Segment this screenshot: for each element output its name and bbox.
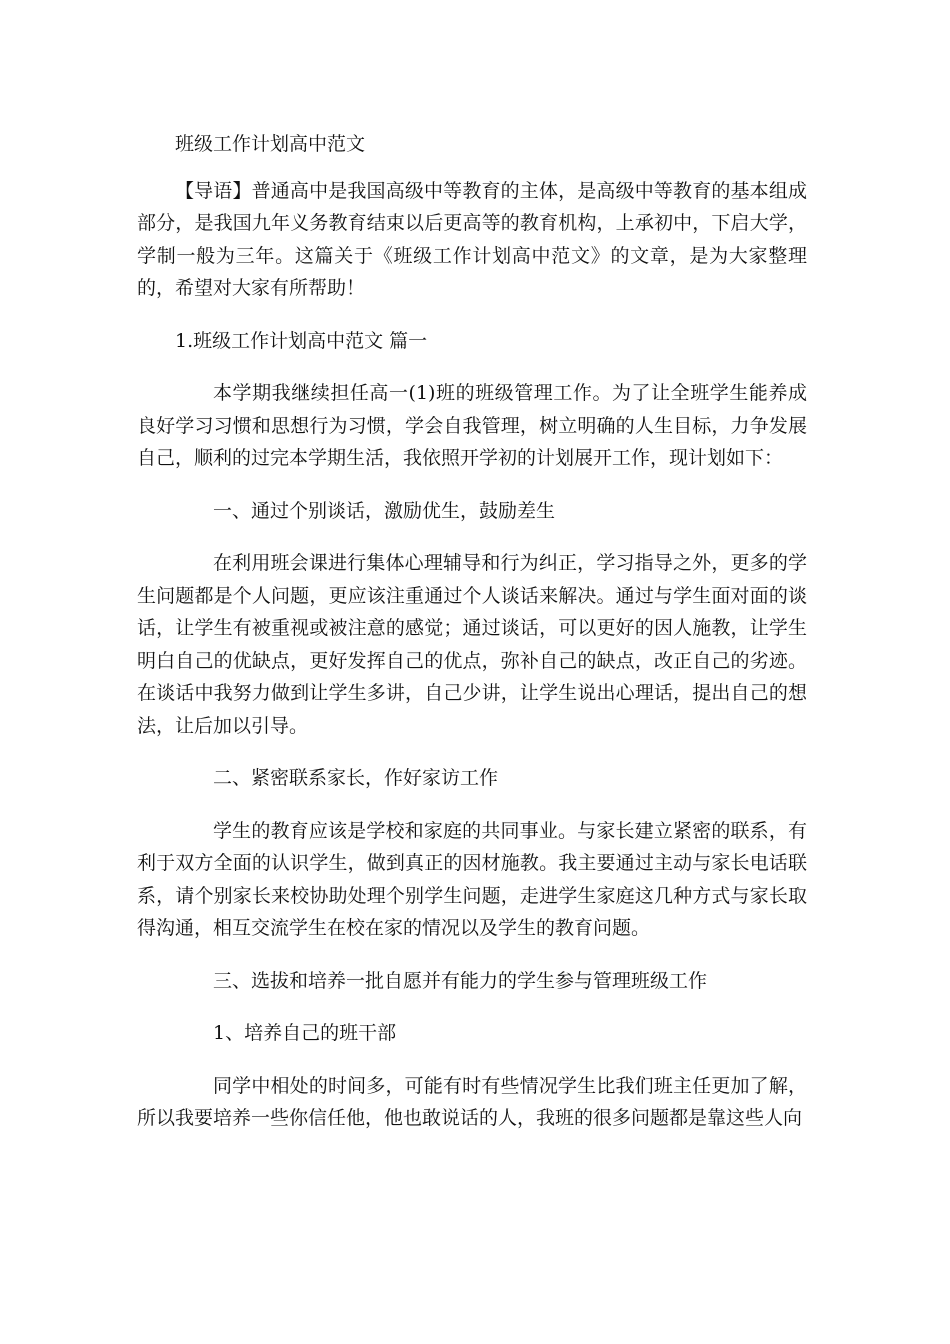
intro-paragraph: 【导语】普通高中是我国高级中等教育的主体，是高级中等教育的基本组成部分，是我国九年义务教育结束以后更高等的教育机构，上承初中，下启大学，学制一般为三年。这篇关于《班级工作计划高中范文》的文章，是为大家整理的，希望对大家有所帮助！ — [137, 179, 807, 299]
heading-4: 1、培养自己的班干部 — [213, 1022, 397, 1044]
heading-3: 三、选拔和培养一批自愿并有能力的学生参与管理班级工作 — [213, 969, 708, 992]
paragraph-4: 同学中相处的时间多，可能有时有些情况学生比我们班主任更加了解，所以我要培养一些你信任他，他也敢说话的人，我班的很多问题都是靠这些人向 — [137, 1074, 807, 1129]
paragraph-1: 本学期我继续担任高一(1)班的班级管理工作。为了让全班学生能养成良好学习习惯和思想行为习惯，学会自我管理，树立明确的人生目标，力争发展自己，顺利的过完本学期生活，我依照开学初的计划展开工作，现计划如下： — [137, 382, 807, 469]
paragraph-3: 学生的教育应该是学校和家庭的共同事业。与家长建立紧密的联系，有利于双方全面的认识学生，做到真正的因材施教。我主要通过主动与家长电话联系，请个别家长来校协助处理个别学生问题，走进学生家庭这几种方式与家长取得沟通，相互交流学生在校在家的情况以及学生的教育问题。 — [137, 819, 807, 939]
paragraph-2: 在利用班会课进行集体心理辅导和行为纠正，学习指导之外，更多的学生问题都是个人问题，更应该注重通过个人谈话来解决。通过与学生面对面的谈话，让学生有被重视或被注意的感觉；通过谈话，可以更好的因人施教，让学生明白自己的优缺点，更好发挥自己的优点，弥补自己的缺点，改正自己的劣迹。在谈话中我努力做到让学生多讲，自己少讲，让学生说出心理话，提出自己的想法，让后加以引导。 — [137, 552, 807, 737]
heading-2: 二、紧密联系家长，作好家访工作 — [213, 767, 499, 789]
document-body — [137, 128, 807, 1155]
heading-1: 一、通过个别谈话，激励优生，鼓励差生 — [213, 499, 556, 522]
section-title: 1.班级工作计划高中范文 篇一 — [175, 329, 428, 352]
document-title: 班级工作计划高中范文 — [175, 133, 366, 155]
